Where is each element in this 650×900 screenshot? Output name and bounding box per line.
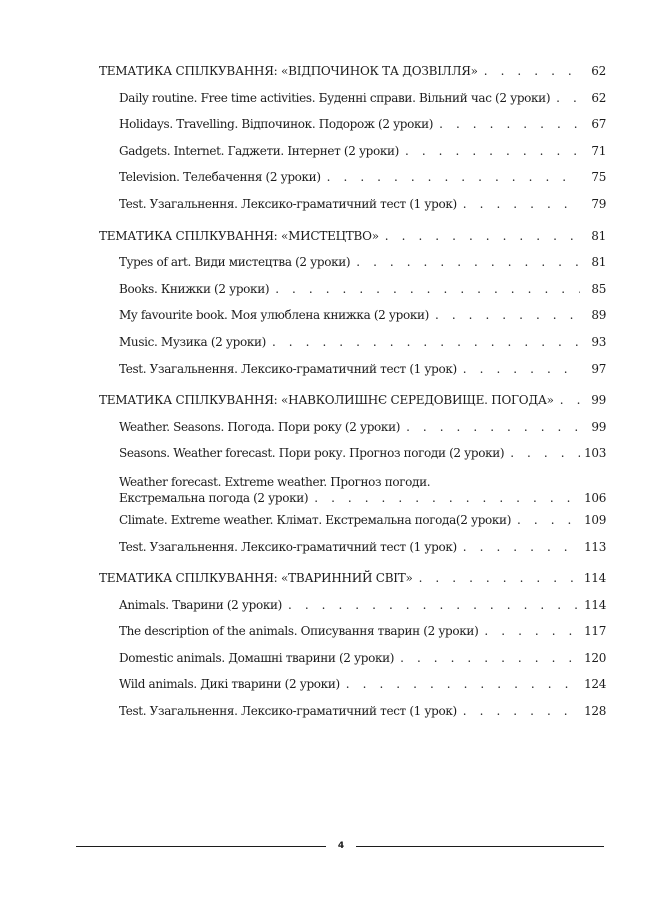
toc-section-heading[interactable]: [99, 569, 606, 596]
page-number: 99: [591, 393, 606, 408]
toc-entry[interactable]: [99, 168, 606, 195]
dot-leader: [327, 168, 580, 186]
page-number: 71: [591, 143, 606, 158]
toc-entry[interactable]: [99, 280, 606, 307]
dot-leader: [463, 195, 580, 213]
page-number: 85: [591, 281, 606, 296]
toc-entry[interactable]: [99, 360, 606, 387]
toc-section-heading[interactable]: [99, 62, 606, 89]
entry-title: Domestic animals. Домашні тварини (2 уроки): [119, 650, 395, 665]
entry-title: Weather. Seasons. Погода. Пори року (2 уроки): [119, 419, 401, 434]
page-number: 124: [584, 677, 606, 692]
dot-leader: [484, 622, 580, 640]
entry-title: Weather forecast. Extreme weather. Прогноз погоди.: [119, 474, 431, 489]
dot-leader: [419, 569, 580, 587]
dot-leader: [400, 649, 580, 667]
page-number: 79: [591, 196, 606, 211]
page-number: 114: [584, 597, 606, 612]
entry-title-line2: Екстремальна погода (2 уроки): [119, 490, 309, 505]
toc-entry[interactable]: [99, 418, 606, 445]
entry-title: Holidays. Travelling. Відпочинок. Подорож (2 уроки): [119, 117, 434, 132]
entry-title: Seasons. Weather forecast. Пори року. Прогноз погоди (2 уроки): [119, 446, 505, 461]
page-number: 93: [591, 334, 606, 349]
dot-leader: [406, 418, 580, 436]
dot-leader: [275, 280, 580, 298]
toc-entry[interactable]: [99, 622, 606, 649]
dot-leader: [385, 227, 580, 245]
page-number: 81: [591, 228, 606, 243]
toc-entry[interactable]: [99, 471, 606, 511]
entry-title: Music. Музика (2 уроки): [119, 334, 266, 349]
footer-page-number: 4: [337, 841, 345, 851]
page-number: 97: [591, 361, 606, 376]
dot-leader: [560, 391, 580, 409]
section-title: ТЕМАТИКА СПІЛКУВАННЯ: «НАВКОЛИШНЄ СЕРЕДОВИЩЕ. ПОГОДА»: [99, 393, 554, 408]
dot-leader: [405, 142, 580, 160]
toc-section: [99, 227, 606, 387]
toc-entry[interactable]: [99, 306, 606, 333]
toc-entry[interactable]: [99, 89, 606, 116]
toc-entry[interactable]: [99, 253, 606, 280]
page-number: 67: [591, 117, 606, 132]
entry-title: Wild animals. Дикі тварини (2 уроки): [119, 677, 340, 692]
dot-leader: [463, 702, 580, 720]
page-number: 128: [584, 704, 606, 719]
dot-leader: [484, 62, 580, 80]
toc-entry[interactable]: [99, 333, 606, 360]
page-number: 106: [584, 490, 606, 505]
entry-title: Test. Узагальнення. Лексико-граматичний тест (1 урок): [119, 361, 457, 376]
toc-section: [99, 569, 606, 729]
dot-leader: [510, 444, 580, 462]
toc-section: [99, 391, 606, 564]
dot-leader: [556, 89, 580, 107]
entry-title: Television. Телебачення (2 уроки): [119, 170, 321, 185]
page-number: 75: [591, 170, 606, 185]
entry-title: Test. Узагальнення. Лексико-граматичний тест (1 урок): [119, 196, 457, 211]
page-number: 99: [591, 419, 606, 434]
entry-title: The description of the animals. Описування тварин (2 уроки): [119, 624, 479, 639]
toc-entry[interactable]: [99, 702, 606, 729]
page-number: 89: [591, 308, 606, 323]
page-number: 62: [591, 90, 606, 105]
toc-section-heading[interactable]: [99, 227, 606, 254]
dot-leader: [288, 596, 580, 614]
dot-leader: [346, 675, 580, 693]
page-number: 109: [584, 512, 606, 527]
toc-entry[interactable]: [99, 675, 606, 702]
entry-title: Types of art. Види мистецтва (2 уроки): [119, 255, 351, 270]
section-title: ТЕМАТИКА СПІЛКУВАННЯ: «МИСТЕЦТВО»: [99, 228, 379, 243]
dot-leader: [463, 360, 580, 378]
toc-entry[interactable]: [99, 195, 606, 222]
entry-title: Test. Узагальнення. Лексико-граматичний тест (1 урок): [119, 539, 457, 554]
page-number: 114: [583, 571, 606, 586]
toc-entry[interactable]: [99, 142, 606, 169]
table-of-contents: [99, 62, 606, 729]
dot-leader: [463, 538, 580, 556]
footer-rule-left: [76, 846, 326, 847]
toc-section-heading[interactable]: [99, 391, 606, 418]
page-number: 113: [584, 539, 606, 554]
toc-entry[interactable]: [99, 444, 606, 471]
section-title: ТЕМАТИКА СПІЛКУВАННЯ: «ВІДПОЧИНОК ТА ДОЗВІЛЛЯ»: [99, 64, 478, 78]
entry-title: Test. Узагальнення. Лексико-граматичний тест (1 урок): [119, 704, 457, 719]
page-number: 117: [584, 624, 606, 639]
page-number: 120: [584, 650, 606, 665]
footer-rule-right: [356, 846, 604, 847]
dot-leader: [435, 306, 580, 324]
page-number: 81: [591, 255, 606, 270]
toc-entry[interactable]: [99, 596, 606, 623]
dot-leader: [272, 333, 580, 351]
toc-entry[interactable]: [99, 511, 606, 538]
page-number: 103: [584, 446, 606, 461]
dot-leader: [517, 511, 580, 529]
entry-title: My favourite book. Моя улюблена книжка (2 уроки): [119, 308, 429, 323]
entry-title: Climate. Extreme weather. Клімат. Екстремальна погода(2 уроки): [119, 512, 512, 527]
entry-title: Gadgets. Internet. Гаджети. Інтернет (2 уроки): [119, 143, 400, 158]
entry-title: Animals. Тварини (2 уроки): [119, 597, 282, 612]
toc-entry[interactable]: [99, 115, 606, 142]
toc-entry[interactable]: [99, 538, 606, 565]
page-number: 62: [591, 64, 606, 78]
entry-title-continued: [119, 490, 606, 506]
section-title: ТЕМАТИКА СПІЛКУВАННЯ: «ТВАРИННИЙ СВІТ»: [99, 571, 413, 586]
toc-entry[interactable]: [99, 649, 606, 676]
dot-leader: [314, 490, 580, 506]
dot-leader: [356, 253, 580, 271]
entry-title: Books. Книжки (2 уроки): [119, 281, 270, 296]
entry-title: Daily routine. Free time activities. Буденні справи. Вільний час (2 уроки): [119, 90, 551, 105]
dot-leader: [439, 115, 580, 133]
toc-section: [99, 62, 606, 222]
